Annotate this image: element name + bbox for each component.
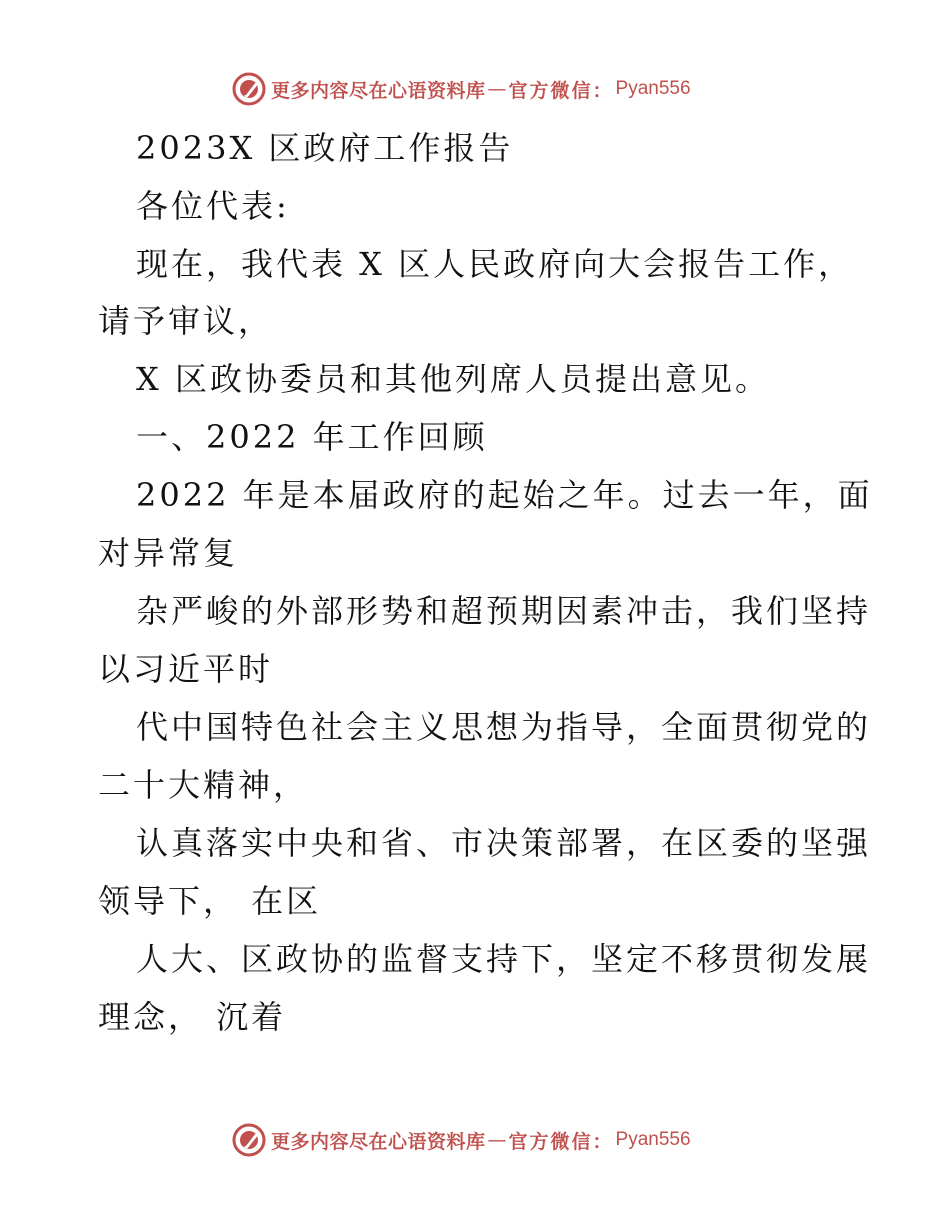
paragraph-line: 认真落实中央和省、市决策部署，在区委的坚强 [136, 824, 872, 862]
watermark-separator: — [487, 78, 507, 100]
paragraph-line: 杂严峻的外部形势和超预期因素冲击，我们坚持 [136, 592, 872, 630]
paragraph-line: 领导下， 在区 [98, 882, 322, 920]
watermark-wechat-label: 官方微信： [508, 1130, 614, 1153]
header-watermark [232, 72, 691, 106]
pen-logo-icon [232, 1123, 266, 1157]
paragraph-line: 对异常复 [98, 534, 239, 572]
pen-logo-icon [232, 72, 266, 106]
watermark-wechat-label: 官方微信： [508, 79, 614, 102]
salutation: 各位代表: [136, 187, 290, 225]
watermark-text: 更多内容尽在心语资料库 [271, 79, 486, 102]
watermark-text: 更多内容尽在心语资料库 [271, 1130, 486, 1153]
paragraph-line: 以习近平时 [98, 650, 274, 688]
watermark-wechat-id: Pyan556 [615, 1129, 691, 1150]
paragraph-line: 现在，我代表 X 区人民政府向大会报告工作， [136, 245, 854, 283]
document-title: 2023X 区政府工作报告 [136, 129, 514, 167]
paragraph-line: 2022 年是本届政府的起始之年。过去一年，面 [136, 476, 873, 514]
paragraph-line: X 区政协委员和其他列席人员提出意见。 [136, 360, 770, 398]
section-heading: 一、2022 年工作回顾 [136, 418, 488, 456]
paragraph-line: 代中国特色社会主义思想为指导，全面贯彻党的 [136, 708, 872, 746]
paragraph-line: 人大、区政协的监督支持下，坚定不移贯彻发展 [136, 940, 872, 978]
paragraph-line: 请予审议， [98, 302, 274, 340]
footer-watermark [232, 1123, 691, 1157]
paragraph-line: 理念， 沉着 [98, 998, 287, 1036]
watermark-wechat-id: Pyan556 [615, 78, 691, 99]
watermark-separator: — [487, 1129, 507, 1151]
paragraph-line: 二十大精神， [98, 766, 309, 804]
